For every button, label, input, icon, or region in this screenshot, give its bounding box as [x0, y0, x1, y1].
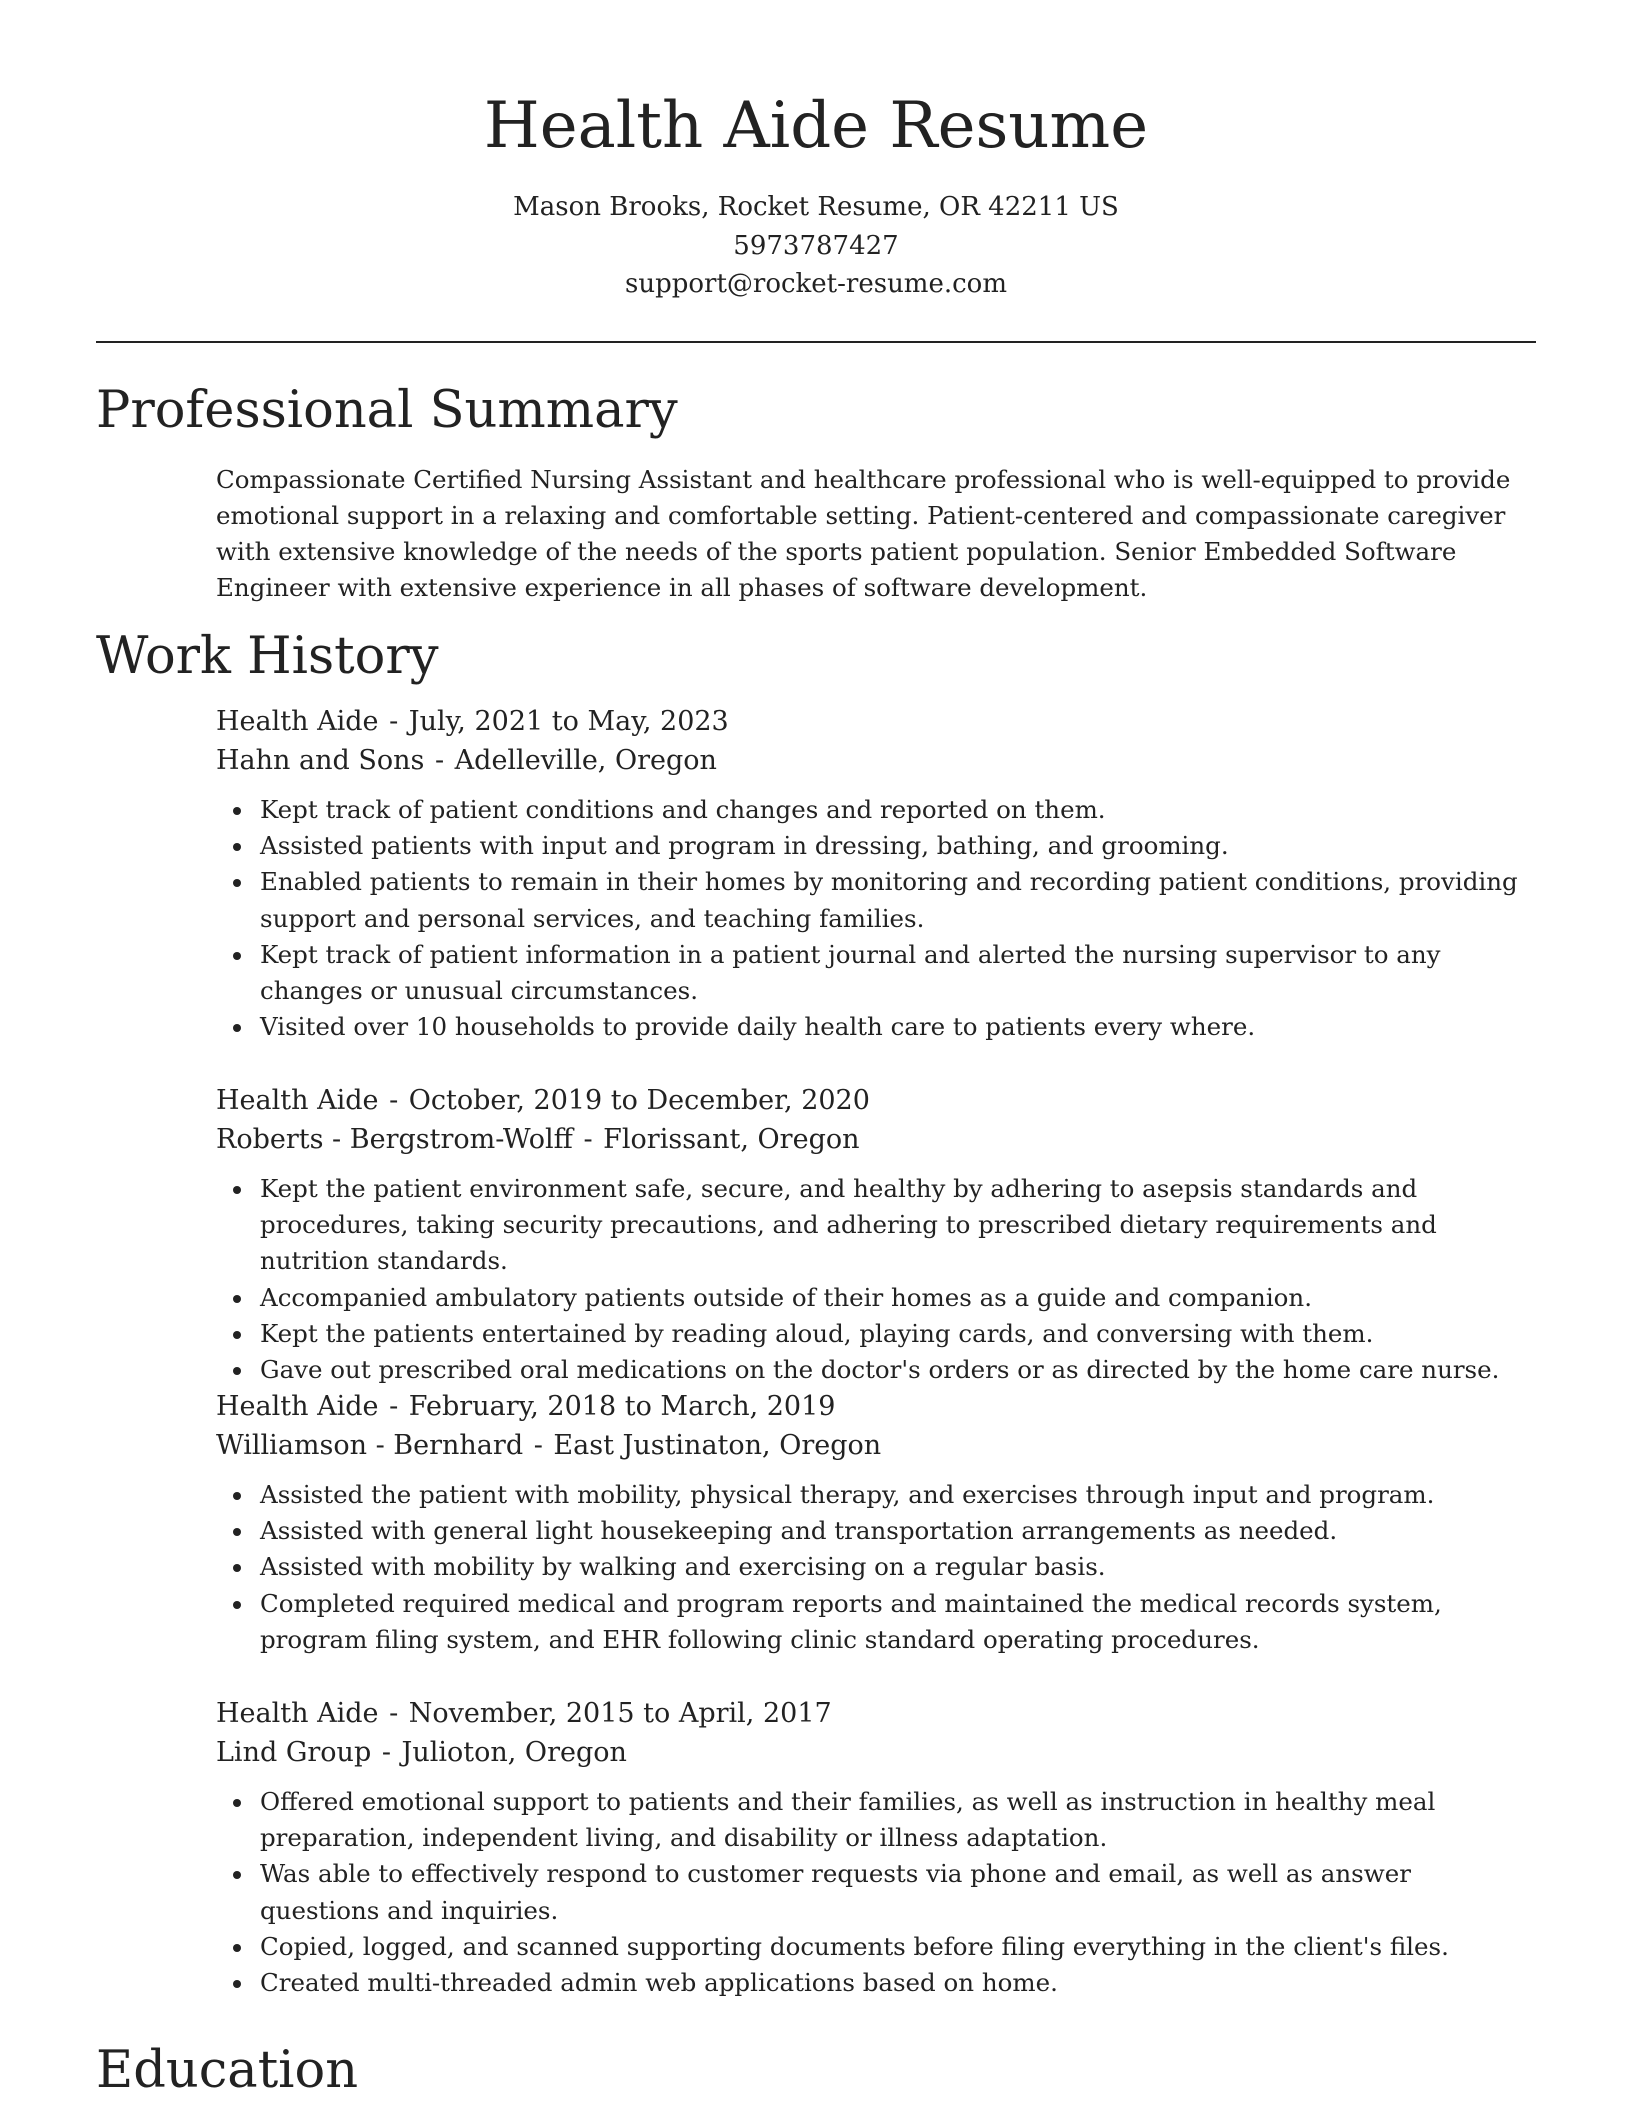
list-item: Assisted patients with input and program in dressing, bathing, and grooming. [260, 828, 1536, 864]
list-item: Assisted with mobility by walking and exercising on a regular basis. [260, 1549, 1536, 1585]
job-company: Williamson - Bernhard [216, 1430, 524, 1461]
job-bullets [216, 1477, 1536, 1658]
list-item: Kept track of patient information in a patient journal and alerted the nursing supervisor to any changes or unusual circumstances. [260, 937, 1536, 1009]
job-title-line: Health Aide - October, 2019 to December, 2020 [216, 1085, 870, 1116]
list-item: Enabled patients to remain in their homes by monitoring and recording patient conditions, providing support and personal services, and teaching families. [260, 864, 1536, 936]
job-company: Hahn and Sons [216, 745, 425, 776]
contact-address: Mason Brooks, Rocket Resume, OR 42211 US [513, 192, 1119, 222]
list-item: Kept the patient environment safe, secure, and healthy by adhering to asepsis standards and procedures, taking security precautions, and adhering to prescribed dietary requirements and nutrition standards. [260, 1171, 1536, 1280]
resume-header [96, 86, 1536, 304]
contact-info [96, 188, 1536, 304]
list-item: Created multi-threaded admin web applications based on home. [260, 1965, 1536, 2001]
list-item: Offered emotional support to patients and their families, as well as instruction in healthy meal preparation, independent living, and disability or illness adaptation. [260, 1784, 1536, 1856]
summary-heading: Professional Summary [96, 381, 678, 440]
job-location: East Justinaton, Oregon [553, 1430, 882, 1461]
job-company-line: Lind Group - Julioton, Oregon [216, 1737, 627, 1768]
list-item: Kept the patients entertained by reading aloud, playing cards, and conversing with them. [260, 1316, 1536, 1352]
list-item: Assisted the patient with mobility, physical therapy, and exercises through input and program. [260, 1477, 1536, 1513]
job-title: Health Aide [216, 706, 379, 737]
job-company-line: Williamson - Bernhard - East Justinaton, Oregon [216, 1430, 882, 1461]
header-divider [96, 341, 1536, 343]
job-dates: February, 2018 to March, 2019 [408, 1391, 836, 1422]
job-bullets [216, 792, 1536, 1045]
job-dates: October, 2019 to December, 2020 [408, 1085, 870, 1116]
job-title-line: Health Aide - November, 2015 to April, 2017 [216, 1698, 832, 1729]
job-bullets [216, 1784, 1536, 2001]
job-title: Health Aide [216, 1391, 379, 1422]
page-title: Health Aide Resume [483, 89, 1149, 163]
job-title-line: Health Aide - July, 2021 to May, 2023 [216, 706, 729, 737]
job-title-line: Health Aide - February, 2018 to March, 2019 [216, 1391, 836, 1422]
job-company: Roberts - Bergstrom-Wolff [216, 1124, 573, 1155]
job-dates: November, 2015 to April, 2017 [408, 1698, 832, 1729]
job-entry [216, 702, 1536, 1045]
job-title: Health Aide [216, 1085, 379, 1116]
job-entry [216, 1694, 1536, 2001]
job-entry [216, 1081, 1536, 1388]
job-title: Health Aide [216, 1698, 379, 1729]
list-item: Copied, logged, and scanned supporting documents before filing everything in the client's files. [260, 1929, 1536, 1965]
job-company-line: Roberts - Bergstrom-Wolff - Florissant, Oregon [216, 1124, 860, 1155]
contact-phone: 5973787427 [733, 230, 899, 261]
contact-email: support@rocket-resume.com [624, 269, 1007, 299]
job-location: Florissant, Oregon [603, 1124, 860, 1155]
list-item: Was able to effectively respond to customer requests via phone and email, as well as answer questions and inquiries. [260, 1856, 1536, 1928]
job-bullets [216, 1171, 1536, 1388]
list-item: Visited over 10 households to provide daily health care to patients every where. [260, 1009, 1536, 1045]
job-location: Adelleville, Oregon [454, 745, 717, 776]
education-heading: Education [96, 2041, 359, 2100]
list-item: Gave out prescribed oral medications on the doctor's orders or as directed by the home care nurse. [260, 1352, 1536, 1388]
job-entry [216, 1387, 1536, 1658]
job-dates: July, 2021 to May, 2023 [408, 706, 729, 737]
job-company: Lind Group [216, 1737, 372, 1768]
job-company-line: Hahn and Sons - Adelleville, Oregon [216, 745, 717, 776]
list-item: Completed required medical and program reports and maintained the medical records system, program filing system, and EHR following clinic standard operating procedures. [260, 1586, 1536, 1658]
summary-text: Compassionate Certified Nursing Assistant and healthcare professional who is well-equipped to provide emotional support in a relaxing and comfortable setting. Patient-centered and compassionate caregiver with extensive knowledge of the needs of the sports patient population. Senior Embedded Software Engineer with extensive experience in all phases of software development. [216, 465, 1511, 602]
work-history-heading: Work History [96, 627, 439, 686]
list-item: Accompanied ambulatory patients outside of their homes as a guide and companion. [260, 1280, 1536, 1316]
job-location: Julioton, Oregon [401, 1737, 627, 1768]
list-item: Kept track of patient conditions and changes and reported on them. [260, 792, 1536, 828]
list-item: Assisted with general light housekeeping and transportation arrangements as needed. [260, 1513, 1536, 1549]
